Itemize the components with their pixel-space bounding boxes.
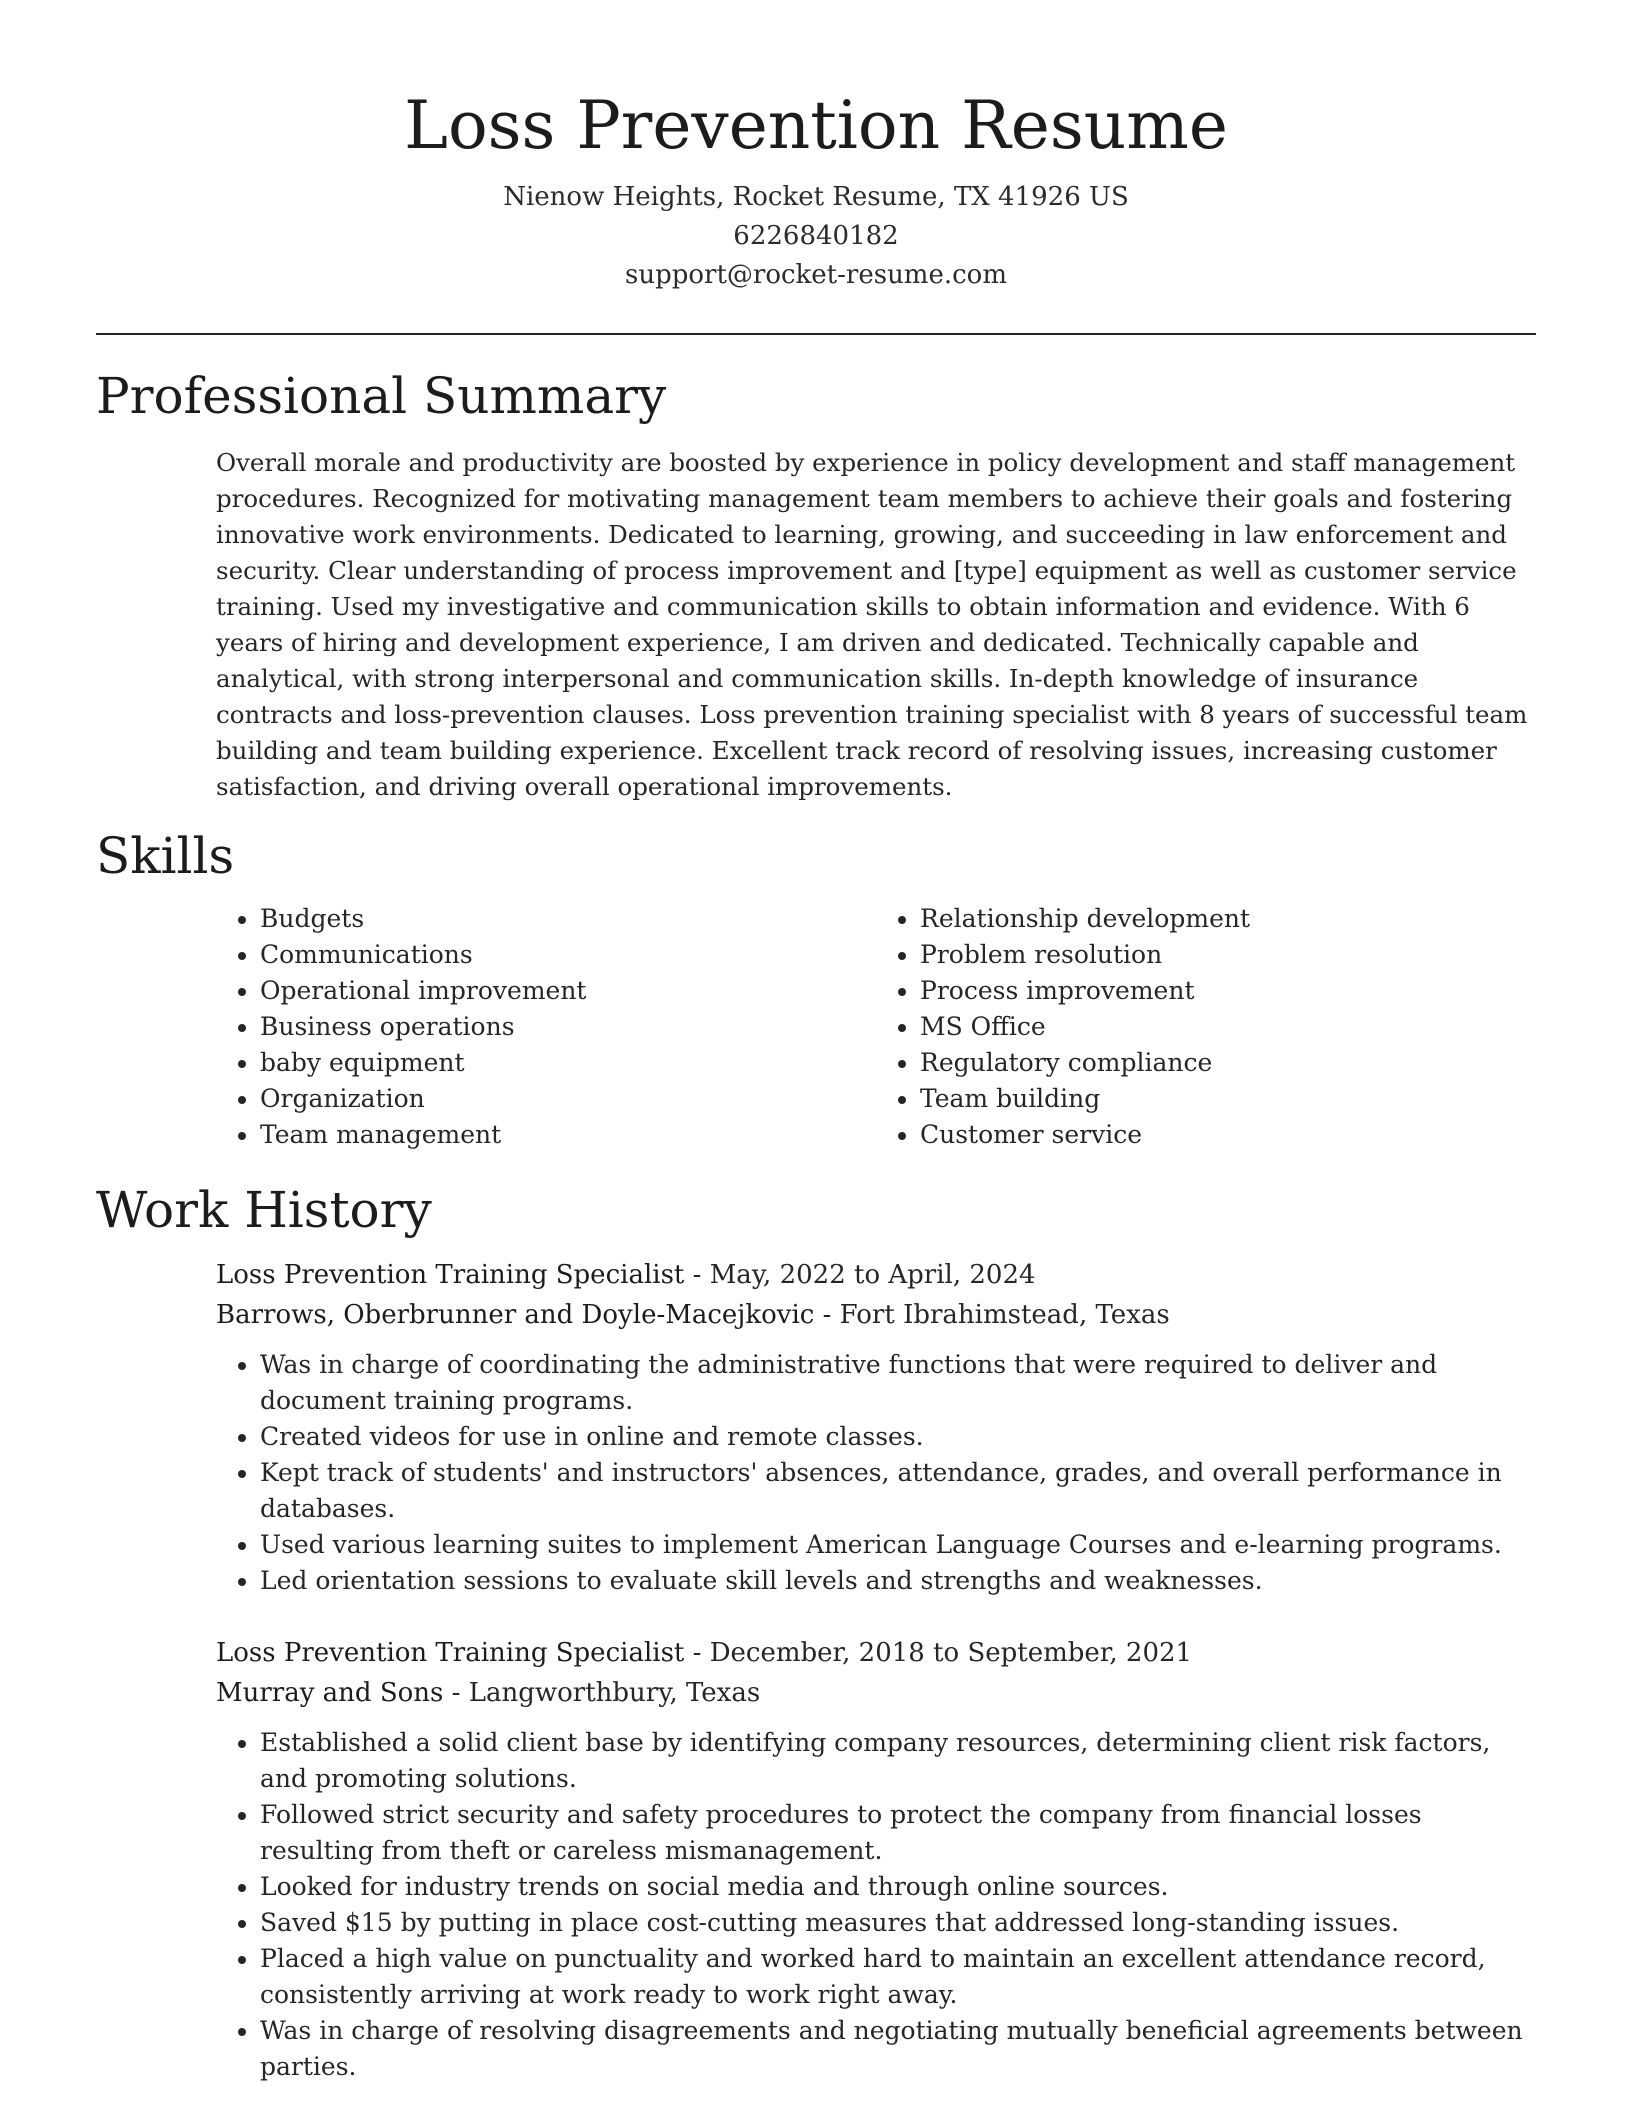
summary-paragraph: Overall morale and productivity are boosted by experience in policy development and staff management procedures. Recognized for motivating management team members to achieve their goals and fostering innovative work environments. Dedicated to learning, growing, and succeeding in law enforcement and security. Clear understanding of process improvement and [type] equipment as well as customer service training. Used my investigative and communication skills to obtain information and evidence. With 6 years of hiring and development experience, I am driven and dedicated. Technically capable and analytical, with strong interpersonal and communication skills. In-depth knowledge of insurance contracts and loss-prevention clauses. Loss prevention training specialist with 8 years of successful team building and team building experience. Excellent track record of resolving issues, increasing customer satisfaction, and driving overall operational improvements. (216, 448, 1528, 801)
work-history-section (96, 1179, 1536, 2085)
skill-item: • baby equipment (260, 1045, 876, 1081)
skill-item: • Customer service (920, 1117, 1536, 1153)
job-responsibilities (216, 1725, 1536, 2085)
resume-page (96, 0, 1536, 2085)
job-dates: - May, 2022 to April, 2024 (684, 1260, 1036, 1290)
section-heading-summary: Professional Summary (96, 367, 667, 425)
job-entry (216, 1633, 1536, 2085)
responsibility-item: • Was in charge of resolving disagreements and negotiating mutually beneficial agreements between parties. (260, 2013, 1536, 2085)
job-company: Barrows, Oberbrunner and Doyle-Macejkovic (216, 1300, 815, 1330)
skill-item: • MS Office (920, 1009, 1536, 1045)
contact-address: Nienow Heights, Rocket Resume, TX 41926 US (503, 182, 1129, 212)
skill-item: • Regulatory compliance (920, 1045, 1536, 1081)
resume-title: Loss Prevention Resume (404, 87, 1228, 164)
job-company-line (216, 1673, 1536, 1713)
skill-item: • Organization (260, 1081, 876, 1117)
skill-item: • Communications (260, 937, 876, 973)
skills-list-right (876, 901, 1536, 1153)
resume-header (96, 0, 1536, 295)
skill-item: • Budgets (260, 901, 876, 937)
job-company: Murray and Sons (216, 1678, 444, 1708)
header-divider (96, 333, 1536, 335)
responsibility-item: • Used various learning suites to implement American Language Courses and e-learning programs. (260, 1527, 1536, 1563)
skill-item: • Business operations (260, 1009, 876, 1045)
responsibility-item: • Led orientation sessions to evaluate skill levels and strengths and weaknesses. (260, 1563, 1536, 1599)
responsibility-item: • Kept track of students' and instructors' absences, attendance, grades, and overall performance in databases. (260, 1455, 1536, 1527)
skills-section (96, 825, 1536, 1153)
job-location: - Langworthbury, Texas (443, 1678, 761, 1708)
responsibility-item: • Established a solid client base by identifying company resources, determining client risk factors, and promoting solutions. (260, 1725, 1536, 1797)
job-role: Loss Prevention Training Specialist (216, 1260, 685, 1290)
job-entry (216, 1255, 1536, 1599)
skill-item: • Team building (920, 1081, 1536, 1117)
contact-info (96, 178, 1536, 295)
skill-item: • Operational improvement (260, 973, 876, 1009)
responsibility-item: • Placed a high value on punctuality and worked hard to maintain an excellent attendance record, consistently arriving at work ready to work right away. (260, 1941, 1536, 2013)
skill-item: • Process improvement (920, 973, 1536, 1009)
job-dates: - December, 2018 to September, 2021 (684, 1638, 1193, 1668)
skill-item: • Relationship development (920, 901, 1536, 937)
responsibility-item: • Followed strict security and safety procedures to protect the company from financial losses resulting from theft or careless mismanagement. (260, 1797, 1536, 1869)
responsibility-item: • Created videos for use in online and remote classes. (260, 1419, 1536, 1455)
job-role: Loss Prevention Training Specialist (216, 1638, 685, 1668)
job-title-line (216, 1633, 1536, 1673)
job-company-line (216, 1295, 1536, 1335)
contact-phone: 6226840182 (733, 221, 899, 251)
responsibility-item: • Saved $15 by putting in place cost-cutting measures that addressed long-standing issues. (260, 1905, 1536, 1941)
contact-email: support@rocket-resume.com (624, 260, 1007, 290)
section-heading-skills: Skills (96, 827, 235, 885)
responsibility-item: • Looked for industry trends on social media and through online sources. (260, 1869, 1536, 1905)
skill-item: • Team management (260, 1117, 876, 1153)
job-location: - Fort Ibrahimstead, Texas (814, 1300, 1170, 1330)
skills-columns (216, 901, 1536, 1153)
professional-summary-section (96, 365, 1536, 805)
skill-item: • Problem resolution (920, 937, 1536, 973)
job-title-line (216, 1255, 1536, 1295)
job-responsibilities (216, 1347, 1536, 1599)
section-heading-work: Work History (96, 1181, 432, 1239)
skills-list-left (216, 901, 876, 1153)
responsibility-item: • Was in charge of coordinating the administrative functions that were required to deliver and document training programs. (260, 1347, 1536, 1419)
